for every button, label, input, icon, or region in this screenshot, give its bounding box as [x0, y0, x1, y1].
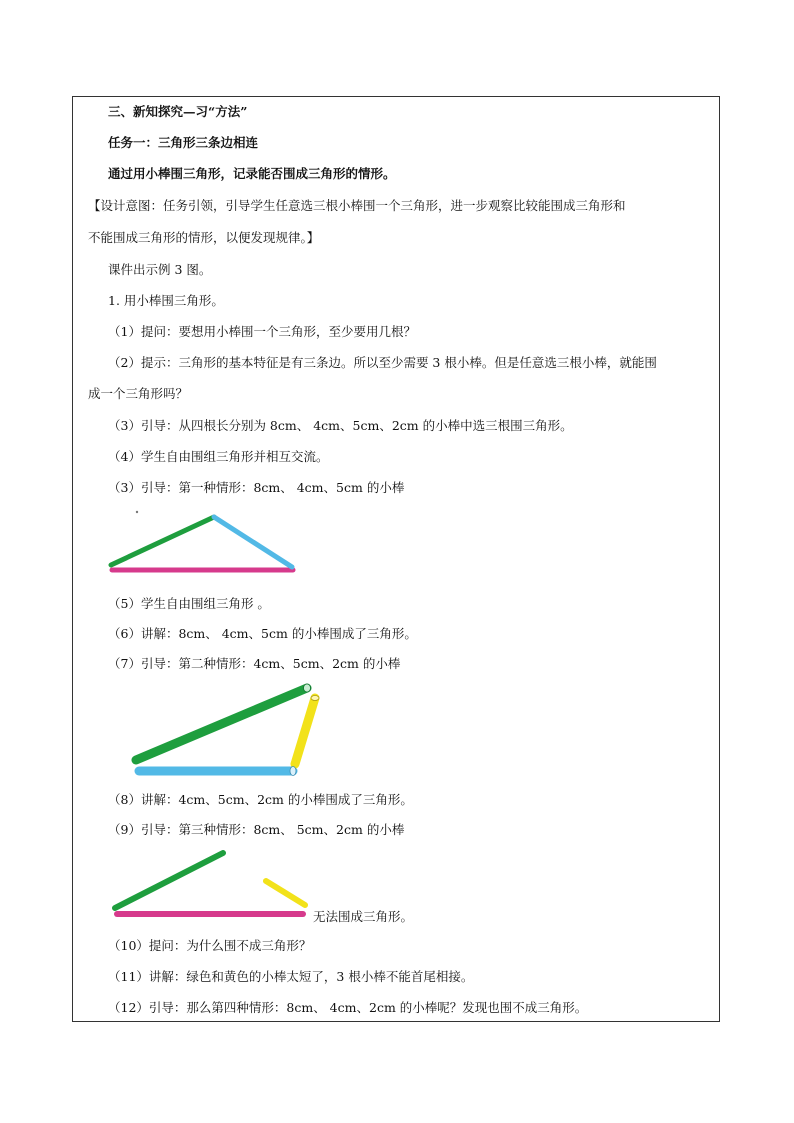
design-intent-line-1: 【设计意图：任务引领，引导学生任意选三根小棒围一个三角形，进一步观察比较能围成三角形和: [88, 198, 626, 213]
paragraph: 课件出示例 3 图。: [108, 262, 212, 277]
stick-green-4cm: [111, 517, 214, 565]
paragraph: （3）引导：第一种情形：8cm、 4cm、5cm 的小棒: [108, 480, 405, 495]
paragraph: （2）提示：三角形的基本特征是有三条边。所以至少需要 3 根小棒。但是任意选三根小棒，就能围: [108, 355, 657, 370]
figure-triangle-8-4-5: [100, 505, 310, 580]
stick-yellow: [266, 881, 305, 905]
figure-triangle-4-5-2: [125, 678, 335, 778]
stick-blue-5cm: [214, 517, 292, 567]
paragraph: （4）学生自由围组三角形并相互交流。: [108, 449, 329, 464]
paragraph: （5）学生自由围组三角形 。: [108, 596, 270, 611]
paragraph: （6）讲解：8cm、 4cm、5cm 的小棒围成了三角形。: [108, 626, 417, 641]
paragraph: （1）提问：要想用小棒围一个三角形，至少要用几根？: [108, 324, 416, 339]
paragraph: （12）引导：那么第四种情形：8cm、 4cm、2cm 的小棒呢？发现也围不成三角形。: [108, 1000, 588, 1015]
paragraph: 1. 用小棒围三角形。: [108, 293, 224, 308]
paragraph: （9）引导：第三种情形：8cm、 5cm、2cm 的小棒: [108, 822, 405, 837]
dot: [136, 511, 138, 513]
paragraph: （10）提问：为什么围不成三角形？: [108, 938, 312, 953]
figure-no-triangle-8-5-2: [105, 845, 315, 925]
stick-green: [136, 688, 307, 760]
paragraph: 成一个三角形吗？: [88, 386, 189, 401]
task-heading: 任务一：三角形三条边相连: [108, 135, 259, 150]
figure-caption: 无法围成三角形。: [313, 909, 414, 924]
paragraph: （7）引导：第二种情形：4cm、5cm、2cm 的小棒: [108, 656, 401, 671]
design-intent-line-2: 不能围成三角形的情形，以便发现规律。】: [88, 230, 320, 245]
section-heading: 三、新知探究—习“方法”: [108, 104, 248, 119]
paragraph: （11）讲解：绿色和黄色的小棒太短了，3 根小棒不能首尾相接。: [108, 969, 474, 984]
stick-green: [115, 853, 223, 908]
stick-yellow: [295, 698, 315, 764]
paragraph: （8）讲解：4cm、5cm、2cm 的小棒围成了三角形。: [108, 792, 413, 807]
task-description: 通过用小棒围三角形，记录能否围成三角形的情形。: [108, 166, 396, 181]
paragraph: （3）引导：从四根长分别为 8cm、 4cm、5cm、2cm 的小棒中选三根围三角形。: [108, 418, 573, 433]
